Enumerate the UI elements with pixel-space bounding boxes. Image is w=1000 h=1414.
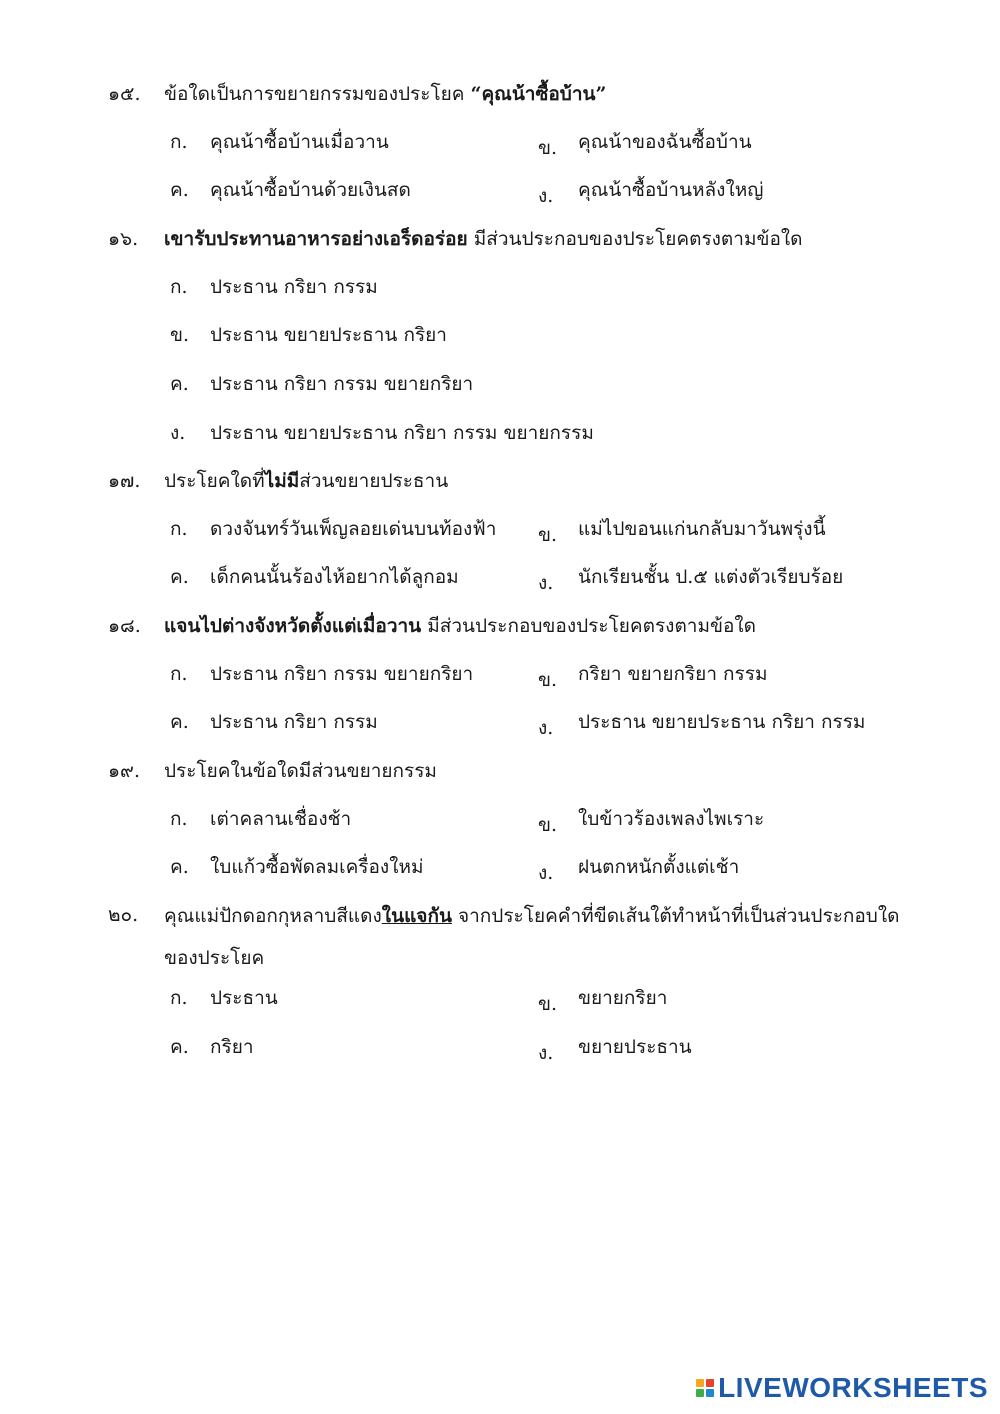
question-text: คุณแม่ปักดอกกุหลาบสีแดงในแจกัน จากประโยคคำที่ขีดเส้นใต้ทำหน้าที่เป็นส่วนประกอบใดของประโยค [164, 905, 900, 969]
option-15-a[interactable]: ก. คุณน้าซื้อบ้านเมื่อวาน [170, 131, 389, 153]
option-15-b[interactable]: ข. คุณน้าของฉันซื้อบ้าน [538, 131, 752, 159]
question-text: เขารับประทานอาหารอย่างเอร็ดอร่อย มีส่วนประกอบของประโยคตรงตามข้อใด [164, 228, 803, 250]
option-19-b[interactable]: ข. ใบข้าวร้องเพลงไพเราะ [538, 808, 765, 836]
option-16-d[interactable]: ง. ประธาน ขยายประธาน กริยา กรรม ขยายกรรม [170, 422, 594, 444]
option-17-b[interactable]: ข. แม่ไปขอนแก่นกลับมาวันพรุ่งนี้ [538, 518, 826, 546]
liveworksheets-logo[interactable] [696, 1372, 988, 1404]
option-16-a[interactable]: ก. ประธาน กริยา กรรม [170, 276, 378, 298]
question-text: ประโยคในข้อใดมีส่วนขยายกรรม [164, 760, 437, 782]
option-20-a[interactable]: ก. ประธาน [170, 987, 278, 1009]
question-text: ประโยคใดที่ไม่มีส่วนขยายประธาน [164, 470, 449, 492]
option-16-c[interactable]: ค. ประธาน กริยา กรรม ขยายกริยา [170, 373, 474, 395]
question-number: ๒๐. [108, 904, 139, 926]
option-19-d[interactable]: ง. ฝนตกหนักตั้งแต่เช้า [538, 856, 740, 884]
logo-square [706, 1379, 714, 1387]
question-number: ๑๕. [108, 83, 141, 105]
logo-square [706, 1389, 714, 1397]
question-19 [108, 751, 968, 791]
option-16-b[interactable]: ข. ประธาน ขยายประธาน กริยา [170, 324, 447, 346]
underlined-word: ในแจกัน [381, 905, 452, 927]
question-text: แจนไปต่างจังหวัดตั้งแต่เมื่อวาน มีส่วนประกอบของประโยคตรงตามข้อใด [164, 615, 757, 637]
option-17-c[interactable]: ค. เด็กคนนั้นร้องไห้อยากได้ลูกอม [170, 566, 459, 588]
option-20-b[interactable]: ข. ขยายกริยา [538, 987, 668, 1015]
question-number: ๑๙. [108, 760, 141, 782]
option-17-a[interactable]: ก. ดวงจันทร์วันเพ็ญลอยเด่นบนท้องฟ้า [170, 518, 497, 540]
question-number: ๑๗. [108, 470, 141, 492]
question-16 [108, 219, 968, 259]
question-20 [108, 895, 968, 979]
option-19-c[interactable]: ค. ใบแก้วซื้อพัดลมเครื่องใหม่ [170, 856, 424, 878]
logo-square [696, 1379, 704, 1387]
logo-square [696, 1389, 704, 1397]
quoted-sentence: “คุณน้าซื้อบ้าน” [470, 83, 607, 105]
option-18-a[interactable]: ก. ประธาน กริยา กรรม ขยายกริยา [170, 663, 474, 685]
option-15-d[interactable]: ง. คุณน้าซื้อบ้านหลังใหญ่ [538, 179, 764, 207]
option-18-b[interactable]: ข. กริยา ขยายกริยา กรรม [538, 663, 768, 691]
bold-keyword: ไม่มี [264, 470, 300, 492]
bold-sentence: แจนไปต่างจังหวัดตั้งแต่เมื่อวาน [164, 615, 422, 637]
question-17 [108, 461, 968, 501]
option-18-d[interactable]: ง. ประธาน ขยายประธาน กริยา กรรม [538, 711, 866, 739]
option-19-a[interactable]: ก. เต่าคลานเชื่องช้า [170, 808, 352, 830]
question-18 [108, 606, 968, 646]
question-text: ข้อใดเป็นการขยายกรรมของประโยค “คุณน้าซื้อบ้าน” [164, 83, 607, 105]
option-15-c[interactable]: ค. คุณน้าซื้อบ้านด้วยเงินสด [170, 179, 411, 201]
logo-grid-icon [696, 1379, 714, 1397]
question-number: ๑๘. [108, 615, 141, 637]
bold-sentence: เขารับประทานอาหารอย่างเอร็ดอร่อย [164, 228, 468, 250]
option-20-d[interactable]: ง. ขยายประธาน [538, 1036, 692, 1064]
logo-text: LIVEWORKSHEETS [718, 1372, 988, 1403]
option-18-c[interactable]: ค. ประธาน กริยา กรรม [170, 711, 378, 733]
option-20-c[interactable]: ค. กริยา [170, 1036, 254, 1058]
question-15 [108, 74, 968, 114]
question-number: ๑๖. [108, 228, 139, 250]
option-17-d[interactable]: ง. นักเรียนชั้น ป.๕ แต่งตัวเรียบร้อย [538, 566, 844, 594]
